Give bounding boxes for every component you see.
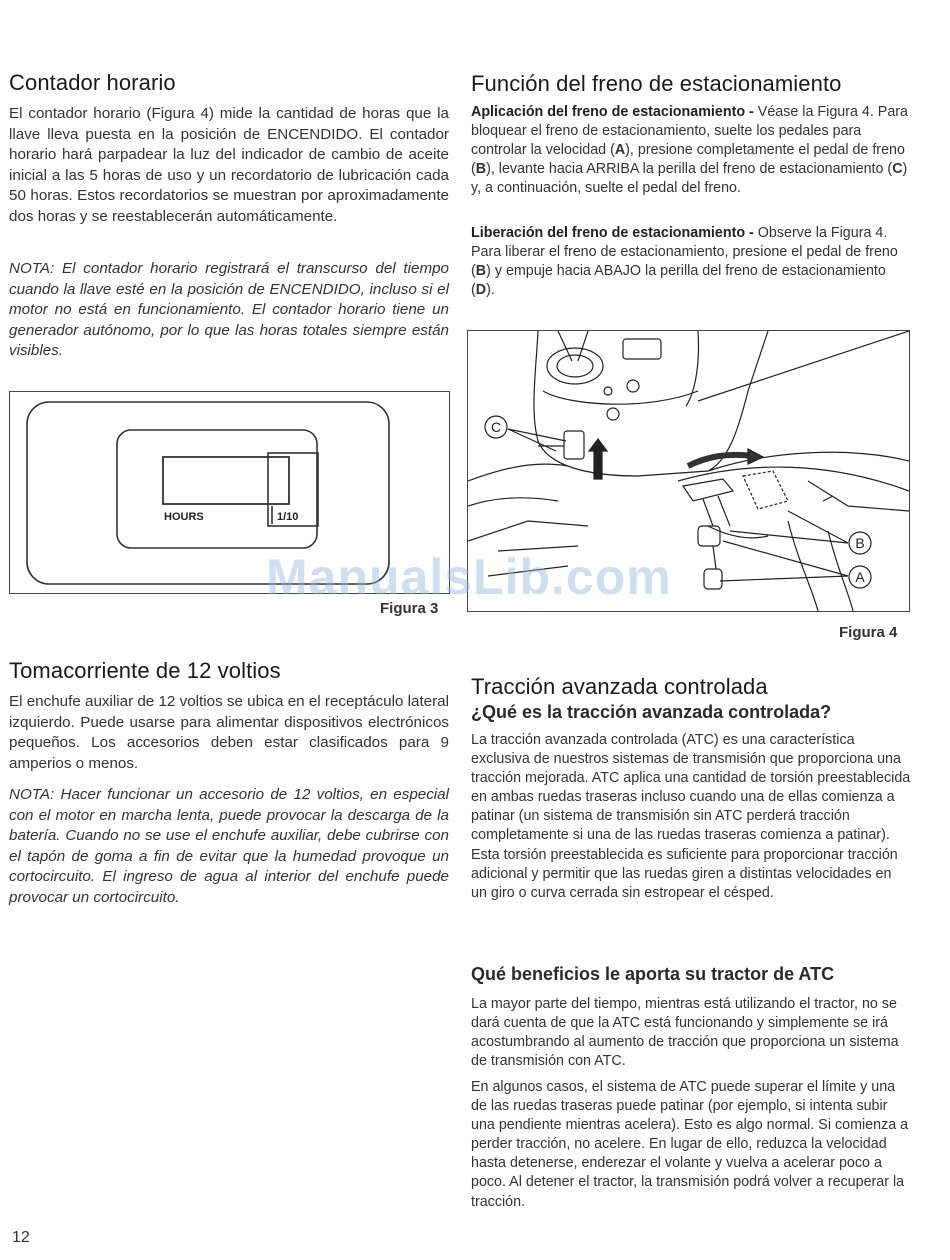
tomacorriente-note: NOTA: Hacer funcionar un accesorio de 12 voltios, en especial con el motor en marcha lenta, puede provocar la descarga de la batería. Cuando no se use el enchufe auxiliar, debe cubrirse con el tapón de goma a fin de evitar que la humedad provoque un cortocircuito. El ingreso de agua al interior del enchufe puede provocar un cortocircuito. [9,786,449,906]
callout-a: A [855,569,865,585]
beneficios-body-1: La mayor parte del tiempo, mientras está utilizando el tractor, no se dará cuenta de que la ATC está funcionando y simplemente se irá acostumbrando al aumento de tracción que proporciona un sistema de transmisión con ATC. [471,996,899,1070]
hours-label: HOURS [164,511,204,523]
tomacorriente-title: Tomacorriente de 12 voltios [9,658,281,683]
liberacion-text: ) y empuje hacia ABAJO la perilla del freno de estacionamiento ( [471,263,886,299]
tenths-label: 1/10 [277,511,299,523]
callout-ref-b: B [475,263,487,280]
traccion-subtitle: ¿Qué es la tracción avanzada controlada? [471,702,832,722]
beneficios-body-2: En algunos casos, el sistema de ATC puede superar el límite y una de las ruedas traseras puede patinar (por ejemplo, si intenta subir una pendiente mientras acelera). Esto es algo normal. Si comienza a perder tracción, no acelere. En lugar de ello, reduzca la velocidad hasta detenerse, enderezar el volante y vuelva a acelerar poco a poco. Al detener el tractor, la transmisión podrá volver a recuperar la tracción. [471,1079,909,1210]
aplicacion-text: Véase la Figura 4. Para bloquear el freno de estacionamiento, suelte los pedales para controlar la velocidad ( [471,104,908,159]
aplicacion-text: ), presione completamente el pedal de freno ( [471,142,905,178]
callout-ref-c: C [892,161,903,178]
contador-note: NOTA: El contador horario registrará el transcurso del tiempo cuando la llave esté en la posición de ENCENDIDO, incluso si el motor no está en funcionamiento. El contador horario tiene un generador autónomo, por lo que las horas totales siempre están visibles. [9,260,449,359]
traccion-body: La tracción avanzada controlada (ATC) es una característica exclusiva de nuestros sistemas de transmisión que proporciona una tracción mejorada. ATC aplica una cantidad de torsión preestablecida en ambas ruedas traseras incluso cuando una de ellas comienza a patinar (un sistema de transmisión sin ATC perderá tracción completamente si una de las ruedas traseras comienza a patinar). Esta torsión preestablecida es suficiente para proporcionar tracción adicional y permitir que las ruedas giren a distintas velocidades en un giro o curva cerrada sin estropear el césped. [471,732,911,901]
callout-ref-b: B [475,161,487,178]
watermark: ManualsLib.com [266,549,672,605]
liberacion-text: Observe la Figura 4. Para liberar el freno de estacionamiento, presione el pedal de freno ( [471,225,898,280]
callout-ref-d: D [475,282,487,299]
callout-c: C [490,419,502,435]
aplicacion-paragraph [471,103,911,198]
freno-title: Función del freno de estacionamiento [471,71,842,96]
figure-4-caption: Figura 4 [839,624,898,641]
page-number: 12 [12,1229,30,1246]
liberacion-label: Liberación del freno de estacionamiento - [471,225,758,241]
liberacion-text: ). [486,282,495,299]
liberacion-paragraph [471,224,911,300]
traccion-title: Tracción avanzada controlada [471,674,768,699]
callout-ref-a: A [614,142,626,159]
contador-title: Contador horario [9,70,176,95]
callout-b: B [855,535,865,551]
aplicacion-text: ), levante hacia ARRIBA la perilla del freno de estacionamiento ( [486,161,893,178]
figure-3-caption: Figura 3 [380,600,439,617]
beneficios-title: Qué beneficios le aporta su tractor de ATC [471,964,835,984]
tomacorriente-body: El enchufe auxiliar de 12 voltios se ubica en el receptáculo lateral izquierdo. Puede usarse para alimentar dispositivos electrónicos pequeños. Los accesorios deben estar clasificados para 9 amperios o menos. [9,693,449,772]
aplicacion-label: Aplicación del freno de estacionamiento - [471,104,758,120]
contador-body: El contador horario (Figura 4) mide la cantidad de horas que la llave lleva puesta en la posición de ENCENDIDO. El contador horario hará parpadear la luz del indicador de cambio de aceite inicial a las 5 horas de uso y un recordatorio de lubricación cada 50 horas. Estos recordatorios se muestran por aproximadamente dos horas y se reestablecerán automáticamente. [9,105,449,225]
aplicacion-text: ) y, a continuación, suelte el pedal del freno. [471,161,908,197]
